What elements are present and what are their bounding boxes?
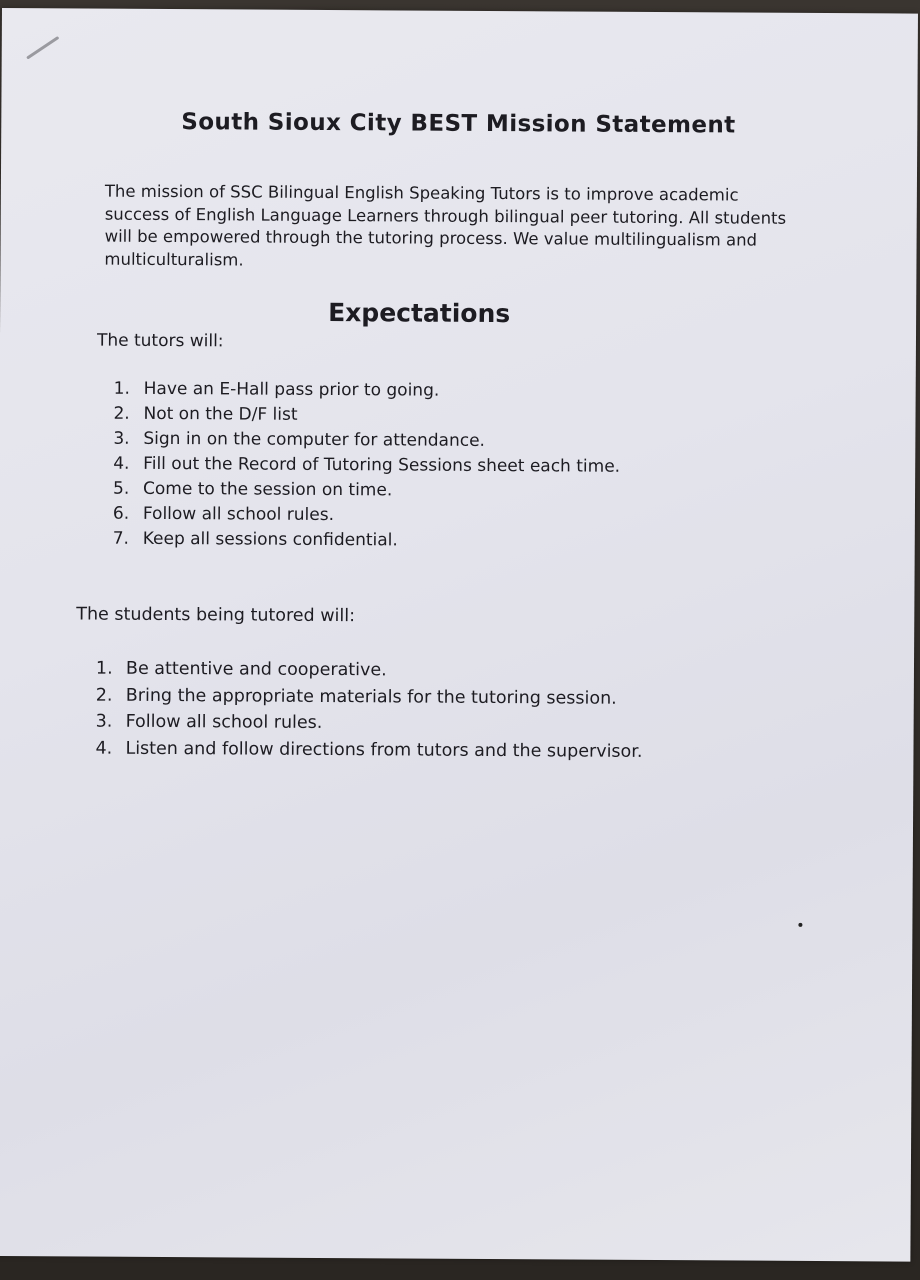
item-text: Bring the appropriate materials for the tutoring session. bbox=[125, 685, 617, 709]
list-item bbox=[113, 527, 813, 556]
mission-line: multiculturalism. bbox=[104, 249, 244, 269]
item-number: 6. bbox=[112, 503, 130, 524]
item-text: Fill out the Record of Tutoring Sessions sheet each time. bbox=[143, 453, 621, 477]
item-text: Come to the session on time. bbox=[143, 478, 393, 501]
item-number: 5. bbox=[113, 478, 130, 499]
ink-speck bbox=[798, 923, 802, 927]
mission-line: The mission of SSC Bilingual English Speaking Tutors is to improve academic bbox=[104, 181, 739, 205]
mission-line: will be empowered through the tutoring process. We value multilingualism and bbox=[104, 226, 758, 250]
item-number: 3. bbox=[113, 428, 130, 449]
item-text: Follow all school rules. bbox=[142, 503, 335, 526]
staple-mark bbox=[26, 36, 59, 60]
expectations-heading: Expectations bbox=[328, 297, 511, 329]
item-text: Keep all sessions confidential. bbox=[142, 528, 398, 551]
item-text: Have an E-Hall pass prior to going. bbox=[143, 378, 440, 401]
paper-sheet bbox=[0, 8, 918, 1262]
list-item bbox=[95, 735, 855, 766]
item-number: 4. bbox=[113, 453, 130, 474]
mission-line: success of English Language Learners through bilingual peer tutoring. All students bbox=[104, 204, 787, 228]
item-number: 2. bbox=[95, 685, 113, 706]
student-expectations-list bbox=[95, 656, 856, 767]
item-text: Not on the D/F list bbox=[143, 403, 298, 425]
item-text: Listen and follow directions from tutors and the supervisor. bbox=[125, 738, 643, 762]
document-title: South Sioux City BEST Mission Statement bbox=[181, 109, 736, 139]
item-number: 4. bbox=[95, 738, 113, 759]
item-number: 1. bbox=[113, 378, 130, 399]
item-number: 7. bbox=[112, 528, 130, 549]
item-number: 3. bbox=[95, 711, 113, 732]
item-number: 2. bbox=[113, 403, 130, 424]
item-text: Sign in on the computer for attendance. bbox=[143, 428, 486, 451]
mission-statement bbox=[104, 181, 825, 275]
document-body bbox=[2, 8, 918, 762]
tutor-expectations-list bbox=[113, 377, 814, 556]
item-text: Be attentive and cooperative. bbox=[125, 658, 387, 681]
item-number: 1. bbox=[95, 658, 113, 679]
students-intro: The students being tutored will: bbox=[76, 604, 356, 627]
tutors-intro: The tutors will: bbox=[96, 330, 224, 352]
item-text: Follow all school rules. bbox=[125, 711, 323, 733]
